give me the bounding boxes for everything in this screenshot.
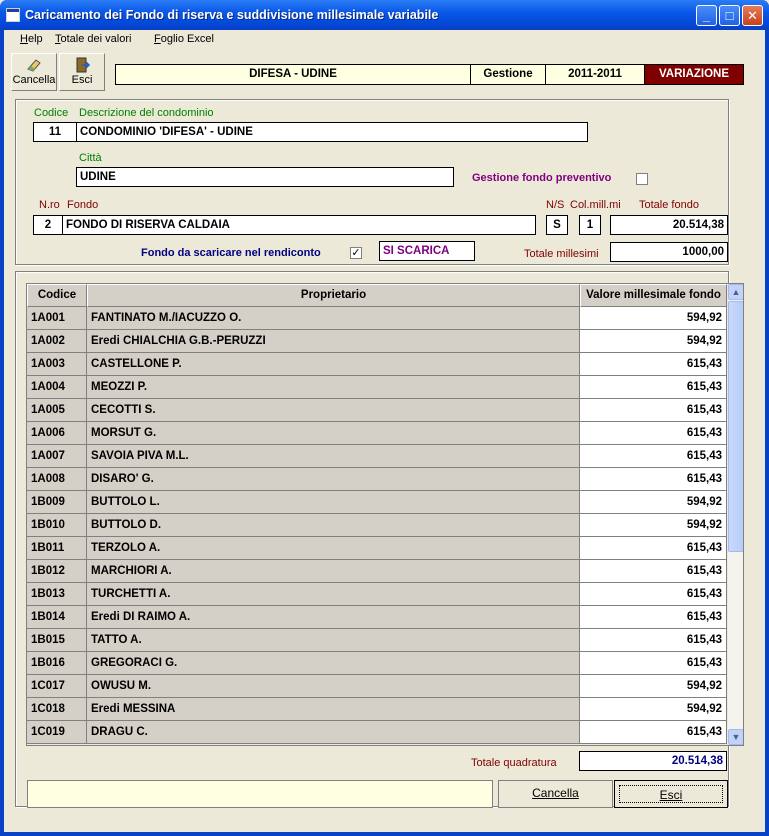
table-row[interactable] <box>27 583 727 606</box>
cell-proprietario: DRAGU C. <box>87 721 580 744</box>
cell-codice: 1A004 <box>27 376 87 399</box>
scaricare-checkbox[interactable]: ✓ <box>351 247 361 259</box>
citta-label: Città <box>79 152 102 164</box>
cell-valore[interactable]: 615,43 <box>580 606 727 629</box>
cell-codice: 1A001 <box>27 307 87 330</box>
cell-proprietario: BUTTOLO D. <box>87 514 580 537</box>
scroll-up-button[interactable] <box>728 284 744 300</box>
col-header-valore[interactable]: Valore millesimale fondo <box>580 284 727 307</box>
exit-button[interactable] <box>614 780 728 808</box>
cell-codice: 1A003 <box>27 353 87 376</box>
ns-field[interactable]: S <box>546 215 568 235</box>
totale-millesimi-field[interactable]: 1000,00 <box>610 242 728 262</box>
scarica-status-field: SI SCARICA <box>379 241 475 261</box>
cell-valore[interactable]: 615,43 <box>580 629 727 652</box>
eraser-icon <box>25 57 43 73</box>
menu-foglio-excel[interactable]: Foglio Excel <box>154 33 214 45</box>
cell-codice: 1B009 <box>27 491 87 514</box>
cell-valore[interactable]: 615,43 <box>580 468 727 491</box>
millesimi-grid[interactable] <box>26 283 744 746</box>
colmill-label: Col.mill.mi <box>570 199 621 211</box>
cell-codice: 1B015 <box>27 629 87 652</box>
cell-proprietario: TERZOLO A. <box>87 537 580 560</box>
chevron-down-icon: ▼ <box>731 732 741 742</box>
totale-fondo-label: Totale fondo <box>639 199 699 211</box>
cell-codice: 1B011 <box>27 537 87 560</box>
cell-valore[interactable]: 594,92 <box>580 698 727 721</box>
header-mode-badge: VARIAZIONE <box>645 65 743 84</box>
cell-codice: 1B012 <box>27 560 87 583</box>
cell-codice: 1A008 <box>27 468 87 491</box>
table-row[interactable] <box>27 629 727 652</box>
fondo-field[interactable]: FONDO DI RISERVA CALDAIA <box>62 215 536 235</box>
cell-proprietario: CECOTTI S. <box>87 399 580 422</box>
cell-valore[interactable]: 594,92 <box>580 491 727 514</box>
table-row[interactable] <box>27 652 727 675</box>
cell-codice: 1A006 <box>27 422 87 445</box>
descrizione-label: Descrizione del condominio <box>79 107 214 119</box>
header-gestione-label: Gestione <box>471 65 546 84</box>
cell-codice: 1B016 <box>27 652 87 675</box>
cell-valore[interactable]: 594,92 <box>580 307 727 330</box>
context-header <box>115 64 744 85</box>
nro-field[interactable]: 2 <box>33 215 63 235</box>
menu-totale-valori[interactable]: Totale dei valori <box>55 33 132 45</box>
descrizione-field[interactable]: CONDOMINIO 'DIFESA' - UDINE <box>76 122 588 142</box>
codice-label: Codice <box>34 107 69 119</box>
close-button[interactable] <box>742 5 763 26</box>
cell-codice: 1B014 <box>27 606 87 629</box>
window-title: Caricamento dei Fondo di riserva e suddivisione millesimale variabile <box>25 8 439 22</box>
cell-valore[interactable]: 615,43 <box>580 422 727 445</box>
menu-help[interactable]: Help <box>20 33 43 45</box>
cell-valore[interactable]: 615,43 <box>580 537 727 560</box>
menu-bar <box>4 30 765 50</box>
cell-codice: 1B013 <box>27 583 87 606</box>
cell-valore[interactable]: 615,43 <box>580 583 727 606</box>
toolbar-cancel-label: Cancella <box>12 74 56 86</box>
grid-body <box>27 307 727 744</box>
cancel-button[interactable] <box>498 780 613 808</box>
minimize-button[interactable] <box>696 5 717 26</box>
cell-codice: 1A005 <box>27 399 87 422</box>
gestione-fondo-checkbox[interactable] <box>636 173 648 185</box>
cell-proprietario: DISARO' G. <box>87 468 580 491</box>
col-header-codice[interactable]: Codice <box>27 284 87 307</box>
table-row[interactable] <box>27 698 727 721</box>
cell-proprietario: OWUSU M. <box>87 675 580 698</box>
cell-codice: 1B010 <box>27 514 87 537</box>
cell-valore[interactable]: 615,43 <box>580 721 727 744</box>
cell-proprietario: MEOZZI P. <box>87 376 580 399</box>
cell-codice: 1C018 <box>27 698 87 721</box>
exit-button-focus <box>619 785 723 803</box>
codice-field[interactable]: 11 <box>33 122 77 142</box>
cell-codice: 1A002 <box>27 330 87 353</box>
quadratura-field: 20.514,38 <box>579 751 727 771</box>
cell-valore[interactable]: 615,43 <box>580 652 727 675</box>
scroll-thumb[interactable] <box>728 301 744 552</box>
table-row[interactable] <box>27 721 727 744</box>
toolbar-cancel-button[interactable] <box>11 53 57 91</box>
cell-proprietario: SAVOIA PIVA M.L. <box>87 445 580 468</box>
maximize-button[interactable] <box>719 5 740 26</box>
cell-proprietario: FANTINATO M./IACUZZO O. <box>87 307 580 330</box>
cell-proprietario: Eredi CHIALCHIA G.B.-PERUZZI <box>87 330 580 353</box>
cell-codice: 1C017 <box>27 675 87 698</box>
table-row[interactable] <box>27 514 727 537</box>
cell-proprietario: BUTTOLO L. <box>87 491 580 514</box>
toolbar-exit-label: Esci <box>71 74 93 86</box>
cell-codice: 1C019 <box>27 721 87 744</box>
table-row[interactable] <box>27 399 727 422</box>
fondo-label: Fondo <box>67 199 99 211</box>
quadratura-label: Totale quadratura <box>471 757 557 769</box>
scaricare-label: Fondo da scaricare nel rendiconto <box>141 247 321 259</box>
col-header-proprietario[interactable]: Proprietario <box>87 284 580 307</box>
cell-proprietario: TATTO A. <box>87 629 580 652</box>
totale-fondo-field[interactable]: 20.514,38 <box>610 215 728 235</box>
table-row[interactable] <box>27 606 727 629</box>
cell-codice: 1A007 <box>27 445 87 468</box>
citta-field[interactable]: UDINE <box>76 167 454 187</box>
cell-valore[interactable]: 594,92 <box>580 330 727 353</box>
gestione-fondo-label: Gestione fondo preventivo <box>472 172 612 184</box>
status-field <box>27 780 493 808</box>
chevron-up-icon: ▲ <box>731 287 741 297</box>
header-gestione-year: 2011-2011 <box>546 65 645 84</box>
app-icon <box>6 8 20 22</box>
cell-valore[interactable]: 615,43 <box>580 376 727 399</box>
exit-door-icon <box>73 57 91 73</box>
table-row[interactable] <box>27 353 727 376</box>
table-row[interactable] <box>27 422 727 445</box>
nro-label: N.ro <box>39 199 60 211</box>
scroll-down-button[interactable] <box>728 729 744 745</box>
title-bar[interactable] <box>0 0 769 30</box>
table-row[interactable] <box>27 445 727 468</box>
cell-proprietario: MARCHIORI A. <box>87 560 580 583</box>
table-row[interactable] <box>27 537 727 560</box>
grid-vertical-scrollbar[interactable] <box>728 284 744 745</box>
cell-proprietario: GREGORACI G. <box>87 652 580 675</box>
table-row[interactable] <box>27 376 727 399</box>
cell-valore[interactable]: 615,43 <box>580 445 727 468</box>
cell-valore[interactable]: 615,43 <box>580 399 727 422</box>
table-row[interactable] <box>27 491 727 514</box>
cell-proprietario: TURCHETTI A. <box>87 583 580 606</box>
table-row[interactable] <box>27 560 727 583</box>
toolbar-exit-button[interactable] <box>59 53 105 91</box>
header-condominio: DIFESA - UDINE <box>116 65 471 84</box>
table-row[interactable] <box>27 330 727 353</box>
maximize-icon: □ <box>725 8 734 23</box>
close-icon: ✕ <box>747 8 758 23</box>
cell-proprietario: CASTELLONE P. <box>87 353 580 376</box>
cell-valore[interactable]: 615,43 <box>580 353 727 376</box>
cancel-button-label: Cancella <box>532 786 579 800</box>
ns-label: N/S <box>546 199 565 211</box>
table-row[interactable] <box>27 675 727 698</box>
cell-proprietario: Eredi MESSINA <box>87 698 580 721</box>
minimize-icon: _ <box>702 8 711 23</box>
cell-valore[interactable]: 594,92 <box>580 675 727 698</box>
cell-valore[interactable]: 615,43 <box>580 560 727 583</box>
table-row[interactable] <box>27 468 727 491</box>
exit-button-label: Esci <box>659 788 683 802</box>
colmill-field[interactable]: 1 <box>579 215 601 235</box>
form-panel <box>15 99 729 265</box>
grid-header <box>27 284 727 307</box>
cell-proprietario: Eredi DI RAIMO A. <box>87 606 580 629</box>
cell-proprietario: MORSUT G. <box>87 422 580 445</box>
totale-millesimi-label: Totale millesimi <box>524 248 599 260</box>
table-row[interactable] <box>27 307 727 330</box>
cell-valore[interactable]: 594,92 <box>580 514 727 537</box>
